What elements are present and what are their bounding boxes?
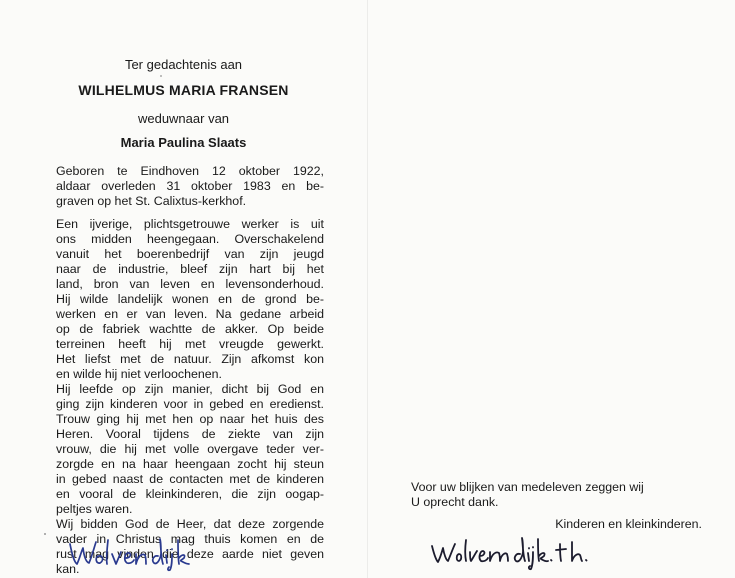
text-line: vader in Christus mag thuis komen en de [56, 532, 324, 546]
birth-paragraph [56, 164, 324, 209]
card-fold [367, 0, 368, 578]
handwritten-signature-left [68, 536, 198, 572]
text-line: kan. [56, 562, 80, 576]
text-line: Hij wilde landelijk wonen en de grond be- [56, 292, 324, 306]
text-line: vanuit het boerenbedrijf van zijn jeugd [56, 247, 324, 261]
print-speck [160, 75, 162, 77]
text-line: op de fabriek wachtte de akker. Op beide [56, 322, 324, 336]
life-paragraph [56, 217, 324, 577]
spouse-name: Maria Paulina Slaats [120, 135, 247, 150]
text-line: terreinen heeft hij met vreugde gewerkt. [56, 337, 324, 351]
text-line: en vooral de kleinkinderen, die zijn oogap- [56, 487, 324, 501]
intro-text: Ter gedachtenis aan [124, 57, 243, 72]
family-signoff: Kinderen en kleinkinderen. [555, 517, 702, 531]
text-line: U oprecht dank. [411, 495, 499, 509]
text-line: Wij bidden God de Heer, dat deze zorgende [56, 517, 324, 531]
text-line: Geboren te Eindhoven 12 oktober 1922, [56, 164, 324, 178]
text-line: Hij leefde op zijn manier, dicht bij God en [56, 382, 324, 396]
text-line: Een ijverige, plichtsgetrouwe werker is uit [56, 217, 324, 231]
text-line: Trouw ging hij met hen op naar het huis des [56, 412, 324, 426]
text-line: ging zijn kinderen voor in gebed en eredienst. [56, 397, 324, 411]
deceased-name: WILHELMUS MARIA FRANSEN [78, 82, 289, 98]
text-line: naar de industrie, bleef zijn hart bij het [56, 262, 324, 276]
text-line: vrouw, die hij met volle overgave teder ver- [56, 442, 324, 456]
text-line: in gebed naast de contacten met de kinderen [56, 472, 324, 486]
text-line: graven op het St. Calixtus-kerkhof. [56, 194, 247, 208]
print-speck [44, 533, 46, 535]
text-line: en wilde hij niet verloochenen. [56, 367, 223, 381]
text-line: peltjes waren. [56, 502, 133, 516]
text-line: Voor uw blijken van medeleven zeggen wij [411, 480, 644, 494]
text-line: zorgde en na haar heengaan zocht hij steun [56, 457, 324, 471]
text-line: ons midden heengegaan. Overschakelend [56, 232, 324, 246]
thanks-paragraph [411, 480, 707, 510]
text-line: aldaar overleden 31 oktober 1983 en be- [56, 179, 324, 193]
text-line: Heren. Vooral tijdens de ziekte van zijn [56, 427, 324, 441]
relation-text: weduwnaar van [137, 111, 230, 126]
text-line: land, bron van leven en levensonderhoud. [56, 277, 324, 291]
handwritten-signature-right [430, 536, 590, 572]
text-line: werken en er van leven. Na gedane arbeid [56, 307, 324, 321]
text-line: rust mag vinden die deze aarde niet geven [56, 547, 324, 561]
text-line: Het liefst met de natuur. Zijn afkomst kon [56, 352, 324, 366]
